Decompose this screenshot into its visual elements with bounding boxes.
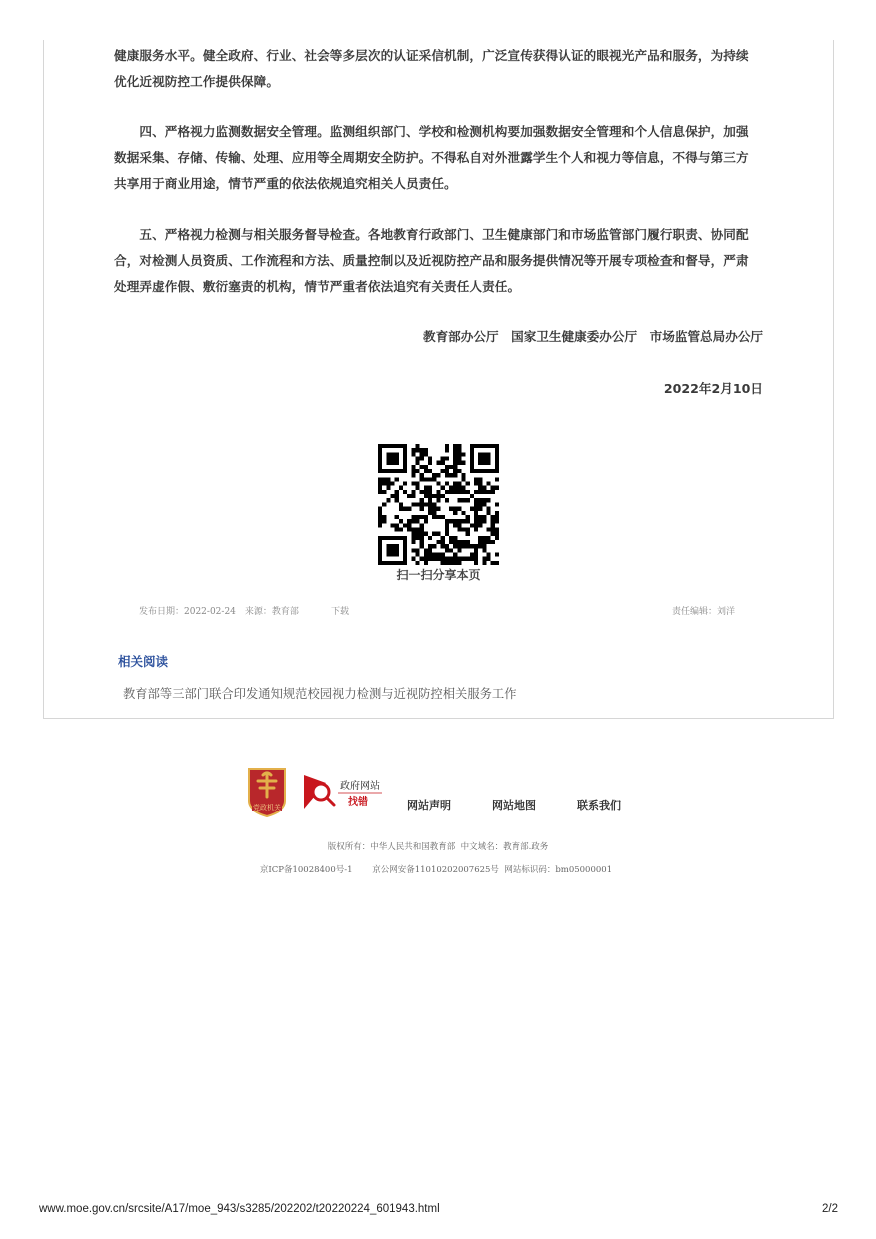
paragraph-line: 五、严格视力检测与相关服务督导检查。各地教育行政部门、卫生健康部门和市场监管部门履行职责、协同配	[114, 227, 749, 242]
footer-link-statement[interactable]: 网站声明	[407, 799, 451, 812]
paragraph-line: 优化近视防控工作提供保障。	[114, 74, 280, 89]
article-paragraph-4	[114, 119, 764, 197]
share-qr-code	[378, 444, 499, 565]
publish-info: 发布日期：2022-02-24 来源：教育部	[139, 607, 299, 617]
paragraph-line: 共享用于商业用途，情节严重的依法依规追究相关人员责任。	[114, 176, 457, 191]
paragraph-line: 合，对检测人员资质、工作流程和方法、质量控制以及近视防控产品和服务提供情况等开展专项检查和督导，严肃	[114, 253, 749, 268]
footer-link-sitemap[interactable]: 网站地图	[492, 799, 536, 812]
svg-text:找错: 找错	[348, 797, 368, 808]
issuer-signature: 教育部办公厅 国家卫生健康委办公厅 市场监管总局办公厅	[422, 329, 763, 344]
paragraph-line: 健康服务水平。健全政府、行业、社会等多层次的认证采信机制，广泛宣传获得认证的眼视光产品和服务，为持续	[114, 48, 749, 63]
paragraph-line: 数据采集、存储、传输、处理、应用等全周期安全防护。不得私自对外泄露学生个人和视力等信息，不得与第三方	[114, 150, 749, 165]
paragraph-line: 处理弄虚作假、敷衍塞责的机构，情节严重者依法追究有关责任人责任。	[114, 279, 521, 294]
print-url: www.moe.gov.cn/srcsite/A17/moe_943/s3285/202202/t20220224_601943.html	[39, 1203, 440, 1215]
svg-text:党政机关: 党政机关	[253, 804, 281, 812]
qr-caption: 扫一扫分享本页	[396, 568, 481, 582]
article-paragraph-3	[114, 43, 764, 95]
gov-website-report-error-icon[interactable]	[304, 773, 384, 811]
copyright-line: 版权所有：中华人民共和国教育部 中文域名：教育部.政务	[327, 842, 549, 852]
party-gov-badge-icon[interactable]	[246, 767, 288, 817]
svg-text:政府网站: 政府网站	[340, 781, 380, 792]
footer-link-contact[interactable]: 联系我们	[577, 799, 621, 812]
page-number: 2/2	[822, 1203, 838, 1215]
paragraph-line: 四、严格视力监测数据安全管理。监测组织部门、学校和检测机构要加强数据安全管理和个人信息保护，加强	[114, 124, 749, 139]
related-article-link[interactable]: 教育部等三部门联合印发通知规范校园视力检测与近视防控相关服务工作	[123, 687, 517, 701]
download-link[interactable]: 下载	[331, 607, 350, 617]
icp-license-line: 京ICP备10028400号-1 京公网安备11010202007625号 网站标识码：bm05000001	[259, 865, 613, 875]
issue-date: 2022年2月10日	[663, 381, 763, 396]
related-reading-heading: 相关阅读	[118, 654, 169, 669]
article-paragraph-5	[114, 222, 764, 300]
responsible-editor: 责任编辑：刘洋	[672, 607, 736, 617]
